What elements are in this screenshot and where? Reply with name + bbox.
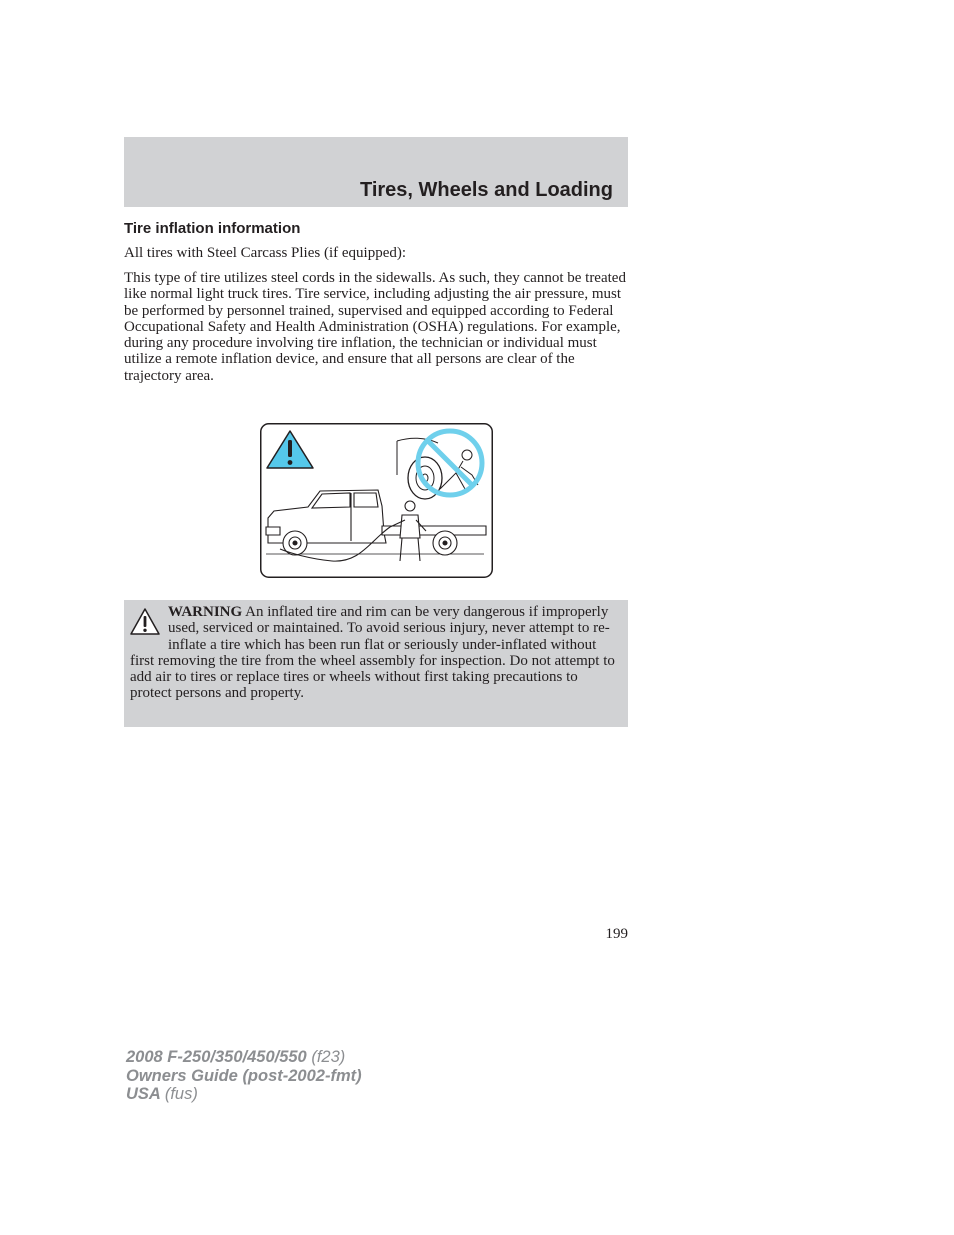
footer-line-guide (126, 1067, 362, 1086)
warning-box (124, 600, 628, 727)
warning-triangle-icon (130, 607, 160, 637)
footer-market: USA (126, 1085, 161, 1103)
chapter-title: Tires, Wheels and Loading (359, 179, 613, 201)
footer-guide: Owners Guide (post-2002-fmt) (126, 1066, 362, 1085)
footer-model: 2008 F-250/350/450/550 (126, 1048, 307, 1066)
document-footer (126, 1048, 362, 1104)
body-paragraph: This type of tire utilizes steel cords in the sidewalls. As such, they cannot be treated like normal light truck tires. Tire service, including adjusting the air pressure, must be performed by personnel trained, supervised and equipped according to Federal Occupational Safety and Health Administration (OSHA) regulations. For example, during any procedure involving tire inflation, the technician or individual must utilize a remote inflation device, and ensure that all persons are clear of the trajectory area. (124, 270, 626, 384)
footer-market-code: (fus) (164, 1085, 198, 1103)
footer-model-code: (f23) (311, 1048, 346, 1066)
tire-inflation-illustration (260, 423, 493, 578)
footer-line-market (126, 1085, 362, 1104)
warning-label: WARNING (168, 604, 243, 620)
footer-line-model (126, 1048, 362, 1067)
warning-body: An inflated tire and rim can be very dangerous if improperly used, serviced or maintained. To avoid serious injury, never attempt to re-inflate a tire which has been run flat or seriously under-inflated without first removing the tire from the wheel assembly for inspection. Do not attempt to add air to tires or replace tires or wheels without first taking precautions to protect persons and property. (130, 604, 615, 702)
section-heading: Tire inflation information (124, 220, 301, 237)
header-band (124, 137, 628, 207)
warning-text (130, 604, 620, 702)
intro-paragraph: All tires with Steel Carcass Plies (if equipped): (124, 245, 407, 261)
page-number: 199 (605, 926, 628, 942)
